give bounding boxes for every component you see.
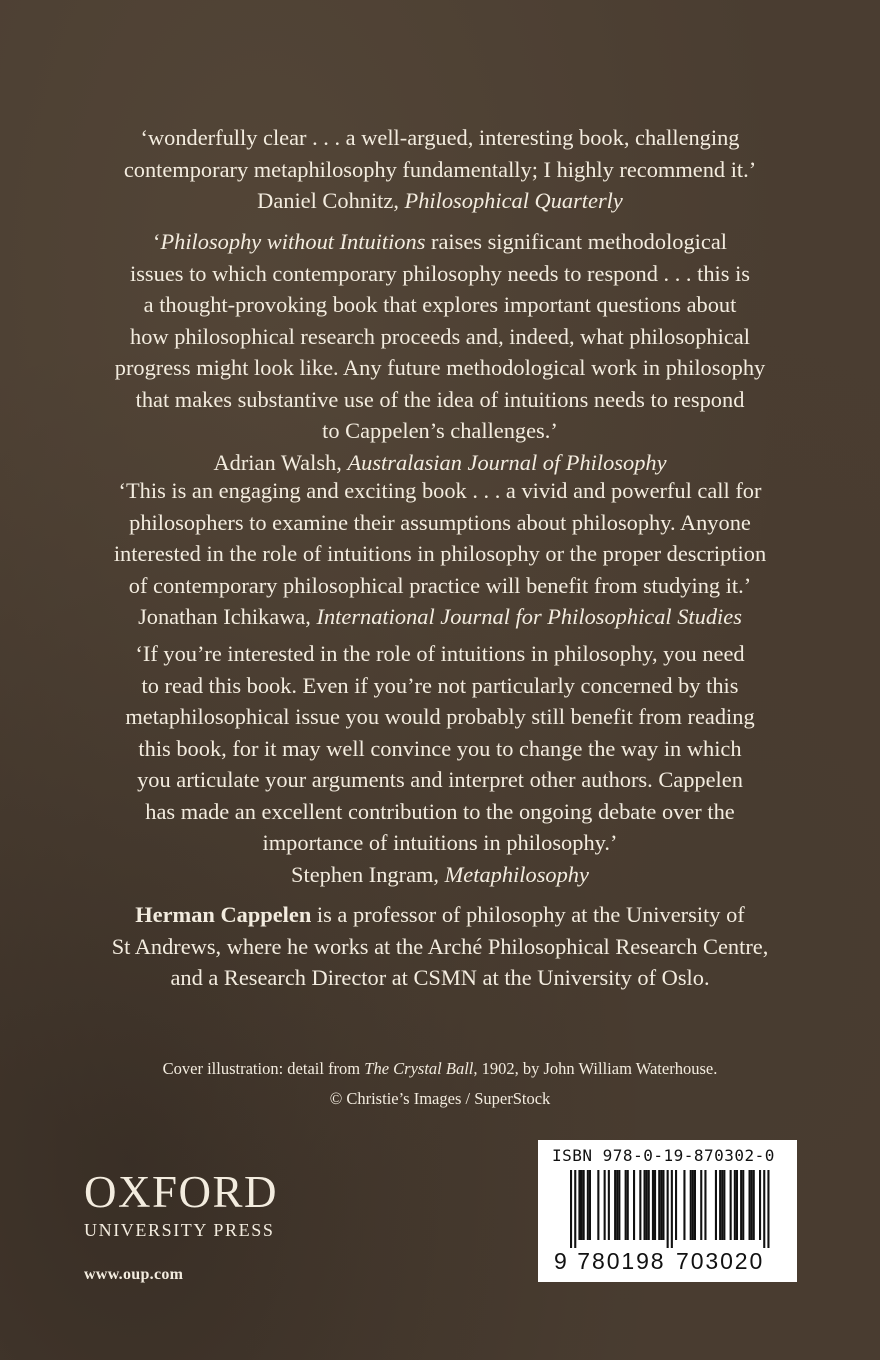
quote-line: importance of intuitions in philosophy.’ xyxy=(262,830,618,855)
barcode-bar xyxy=(730,1170,732,1240)
barcode-bar xyxy=(614,1170,616,1240)
isbn-barcode xyxy=(538,1140,797,1282)
author-bio xyxy=(40,899,840,994)
quote-line: ‘This is an engaging and exciting book . . . a vivid and powerful call for xyxy=(118,478,762,503)
quote-line: metaphilosophical issue you would probably still benefit from reading xyxy=(125,704,755,729)
quote-line: that makes substantive use of the idea of intuitions needs to respond xyxy=(135,386,745,412)
publisher-logo xyxy=(84,1168,324,1242)
barcode-bar xyxy=(675,1170,677,1240)
barcode-bar xyxy=(625,1170,627,1240)
barcode-bar xyxy=(597,1170,599,1240)
quote-open-mark: ‘ xyxy=(152,229,161,254)
barcode-bar xyxy=(740,1170,742,1240)
barcode-digit: 2 xyxy=(734,1248,748,1274)
barcode-bar xyxy=(627,1170,629,1240)
quote-line: contemporary metaphilosophy fundamentally; I highly recommend it.’ xyxy=(123,156,757,182)
review-quote-3 xyxy=(40,475,840,633)
barcode-digit: 0 xyxy=(720,1248,733,1274)
barcode-bar xyxy=(654,1170,656,1240)
quote-line: to read this book. Even if you’re not particularly concerned by this xyxy=(141,672,739,698)
review-quote-2 xyxy=(40,226,840,478)
barcode-bar xyxy=(587,1170,589,1240)
barcode-digit: 9 xyxy=(554,1248,567,1274)
publisher-website[interactable]: www.oup.com xyxy=(84,1266,184,1283)
barcode-bar xyxy=(618,1170,620,1240)
barcode-bar xyxy=(736,1170,738,1240)
barcode-bar xyxy=(704,1170,706,1240)
barcode-bar xyxy=(662,1170,664,1240)
barcode-bar xyxy=(749,1170,751,1240)
book-title: Philosophy without Intuitions xyxy=(160,229,426,254)
barcode-bar xyxy=(719,1170,721,1240)
quote-line: interested in the role of intuitions in philosophy or the proper description xyxy=(113,541,767,566)
barcode-bar xyxy=(570,1170,572,1248)
quote-author: Stephen Ingram, xyxy=(291,861,440,887)
publisher-name: OXFORD xyxy=(84,1167,279,1217)
barcode-bar xyxy=(616,1170,618,1240)
quote-line: progress might look like. Any future methodological work in philosophy xyxy=(114,355,766,380)
quote-line-rest: raises significant methodological xyxy=(425,229,727,254)
barcode-bar xyxy=(694,1170,696,1240)
quote-line: a thought-provoking book that explores important questions about xyxy=(143,292,737,317)
quote-line: you articulate your arguments and interpret other authors. Cappelen xyxy=(137,767,743,792)
barcode-digit: 0 xyxy=(690,1248,704,1274)
quote-line: this book, for it may well convince you to change the way in which xyxy=(138,735,742,761)
review-quote-1 xyxy=(40,122,840,217)
quote-line: ‘wonderfully clear . . . a well-argued, interesting book, challenging xyxy=(140,125,740,150)
quote-source: Philosophical Quarterly xyxy=(404,188,623,213)
quote-author: Daniel Cohnitz, xyxy=(257,188,399,213)
barcode-bar xyxy=(690,1170,692,1240)
barcode-bars xyxy=(552,1170,788,1248)
barcode-digit: 7 xyxy=(577,1248,591,1274)
bio-line xyxy=(40,899,840,931)
credit-line xyxy=(40,1054,840,1084)
barcode-bar xyxy=(633,1170,635,1240)
quote-line xyxy=(40,226,840,258)
barcode-bar xyxy=(683,1170,685,1240)
barcode-digit: 7 xyxy=(676,1248,689,1274)
author-name: Herman Cappelen xyxy=(135,902,312,927)
barcode-bar xyxy=(692,1170,694,1240)
publisher-subname: UNIVERSITY PRESS xyxy=(84,1220,275,1240)
barcode-bar xyxy=(589,1170,591,1240)
quote-source: International Journal for Philosophical Studies xyxy=(316,604,742,629)
quote-author: Jonathan Ichikawa, xyxy=(138,604,311,629)
quote-line: has made an excellent contribution to the ongoing debate over the xyxy=(145,798,735,824)
barcode-bar xyxy=(671,1170,673,1248)
quote-attribution xyxy=(40,859,840,891)
barcode-digit: 0 xyxy=(749,1248,763,1274)
barcode-digit: 8 xyxy=(592,1248,605,1274)
credit-suffix: , 1902, by John William Waterhouse. xyxy=(473,1059,718,1078)
quote-attribution xyxy=(40,601,840,633)
quote-line: to Cappelen’s challenges.’ xyxy=(322,418,558,443)
barcode-bar xyxy=(581,1170,583,1240)
quote-author: Adrian Walsh, xyxy=(213,449,342,475)
quote-attribution xyxy=(40,185,840,217)
barcode-bar xyxy=(763,1170,765,1248)
barcode-bar xyxy=(667,1170,669,1248)
barcode-bar xyxy=(648,1170,650,1240)
barcode-digit: 9 xyxy=(636,1248,649,1274)
barcode-bar xyxy=(751,1170,753,1240)
barcode-bar xyxy=(734,1170,736,1240)
bio-line-rest: is a professor of philosophy at the University of xyxy=(311,902,745,927)
bio-line: and a Research Director at CSMN at the University of Oslo. xyxy=(170,965,710,990)
barcode-digit: 8 xyxy=(650,1248,664,1274)
artwork-title: The Crystal Ball xyxy=(364,1059,474,1078)
barcode-bar xyxy=(715,1170,717,1240)
barcode-digits xyxy=(552,1248,788,1274)
bio-line: St Andrews, where he works at the Arché Philosophical Research Centre, xyxy=(111,933,769,959)
barcode-bar xyxy=(583,1170,585,1240)
barcode-bar xyxy=(652,1170,654,1240)
barcode-bar xyxy=(644,1170,646,1240)
copyright-line: © Christie’s Images / SuperStock xyxy=(329,1089,551,1108)
barcode-bar xyxy=(767,1170,769,1248)
quote-attribution xyxy=(40,447,840,479)
barcode-bar xyxy=(574,1170,576,1248)
isbn-label: ISBN 978-0-19-870302-0 xyxy=(552,1146,775,1165)
quote-source: Metaphilosophy xyxy=(444,861,589,887)
quote-line: philosophers to examine their assumptions about philosophy. Anyone xyxy=(129,509,751,535)
barcode-bar xyxy=(578,1170,580,1240)
barcode-digit: 0 xyxy=(606,1248,620,1274)
barcode-bar xyxy=(604,1170,606,1240)
barcode-digit: 1 xyxy=(621,1248,635,1274)
quote-line: ‘If you’re interested in the role of intuitions in philosophy, you need xyxy=(135,641,745,666)
barcode-bar xyxy=(753,1170,755,1240)
credit-prefix: Cover illustration: detail from xyxy=(162,1059,365,1078)
barcode-bar xyxy=(721,1170,723,1240)
barcode-bar xyxy=(700,1170,702,1240)
barcode-bar xyxy=(646,1170,648,1240)
barcode-bar xyxy=(742,1170,744,1240)
quote-line: how philosophical research proceeds and, indeed, what philosophical xyxy=(130,323,750,349)
barcode-bar xyxy=(608,1170,610,1240)
barcode-bar xyxy=(759,1170,761,1240)
barcode-bar xyxy=(658,1170,660,1240)
barcode-digit: 3 xyxy=(705,1248,719,1274)
quote-line: of contemporary philosophical practice will benefit from studying it.’ xyxy=(128,572,752,598)
cover-credit xyxy=(40,1054,840,1114)
quote-line: issues to which contemporary philosophy needs to respond . . . this is xyxy=(129,260,751,286)
barcode-bar xyxy=(639,1170,641,1240)
quote-source: Australasian Journal of Philosophy xyxy=(347,449,667,475)
review-quote-4 xyxy=(40,638,840,890)
barcode-bar xyxy=(660,1170,662,1240)
barcode-bar xyxy=(723,1170,725,1240)
